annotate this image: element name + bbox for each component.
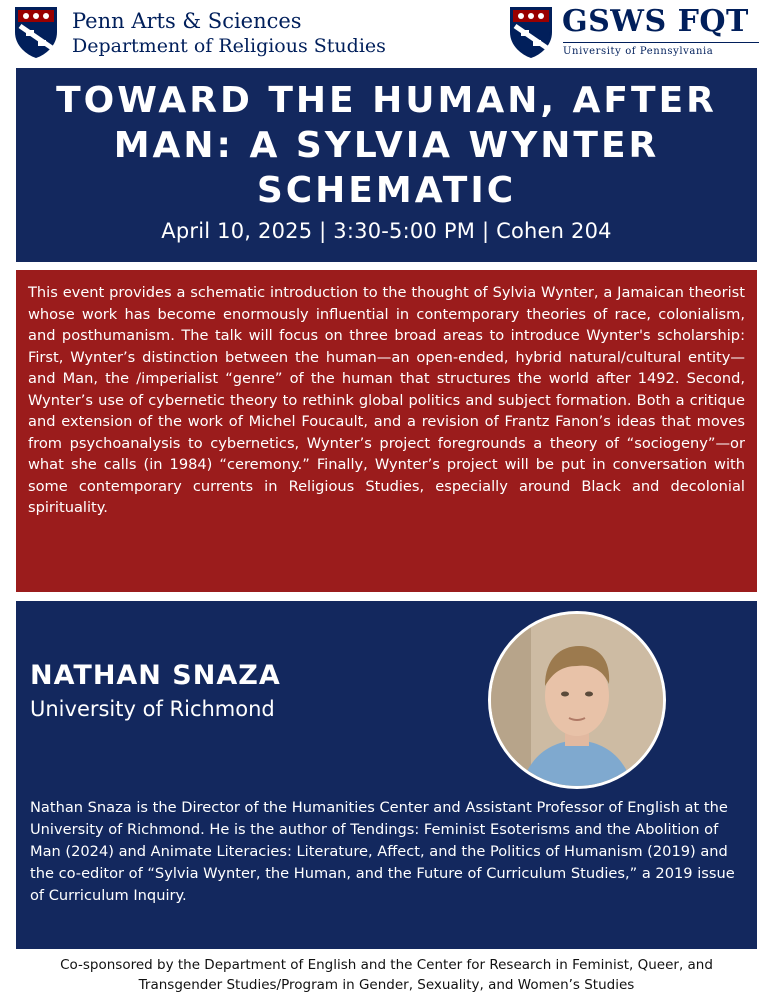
speaker-bio: Nathan Snaza is the Director of the Humanities Center and Assistant Professor of English at the University of Richmond. He is the author of Tendings: Feminist Esoterisms and the Abolition of Man (2024) and Animate Literacies: Literature, Affect, and the Politics of Humanism (2019) and the co-editor of “Sylvia Wynter, the Human, and the Future of Curriculum Studies,” a 2019 issue of Curriculum Inquiry. (30, 799, 735, 904)
speaker-portrait (488, 611, 666, 789)
religious-studies-text: Department of Religious Studies (72, 35, 386, 57)
event-details: April 10, 2025 | 3:30-5:00 PM | Cohen 204 (161, 219, 612, 243)
speaker-name: NATHAN SNAZA (30, 660, 281, 691)
upenn-subtitle: University of Pennsylvania (563, 46, 714, 57)
portrait-illustration (491, 614, 663, 786)
penn-arts-sciences-logo (14, 6, 384, 60)
event-description-panel (16, 270, 757, 592)
gsws-fqt-logo (507, 4, 763, 60)
cosponsors-footer (0, 955, 773, 995)
penn-shield-icon (14, 6, 58, 58)
event-description: This event provides a schematic introduction to the thought of Sylvia Wynter, a Jamaican theorist whose work has become enormously influential in contemporary theories of race, colonialism, and posthumanism. The talk will focus on three broad areas to introduce Wynter's scholarship: First, Wynter’s distinction between the human—an open-ended, hybrid natural/cultural entity—and Man, the /imperialist “genre” of the human that structures the world after 1492. Second, Wynter’s use of cybernetic theory to rethink global politics and subject formation. Both a critique and extension of the work of Michel Foucault, and a revision of Frantz Fanon’s ideas that moves from psychoanalysis to cybernetics, Wynter’s project foregrounds a theory of “sociogeny”—or what she calls (in 1984) “ceremony.” Finally, Wynter’s project will be put in conversation with some contemporary currents in Religious Studies, especially around Black and decolonial spirituality. (28, 284, 745, 516)
penn-arts-sciences-text: Penn Arts & Sciences (72, 9, 302, 33)
speaker-panel (16, 601, 757, 949)
speaker-affiliation: University of Richmond (30, 697, 275, 721)
gsws-fqt-title: GSWS FQT (562, 4, 749, 39)
event-title: TOWARD THE HUMAN, AFTER MAN: A SYLVIA WYNTER SCHEMATIC (56, 80, 717, 211)
cosponsors-line-1: Co-sponsored by the Department of English and the Center for Research in Feminist, Queer, and (60, 957, 713, 973)
penn-shield-icon (509, 6, 553, 58)
event-title-banner (16, 68, 757, 262)
cosponsors-line-2: Transgender Studies/Program in Gender, Sexuality, and Women’s Studies (138, 977, 635, 993)
gsws-divider (563, 42, 759, 43)
